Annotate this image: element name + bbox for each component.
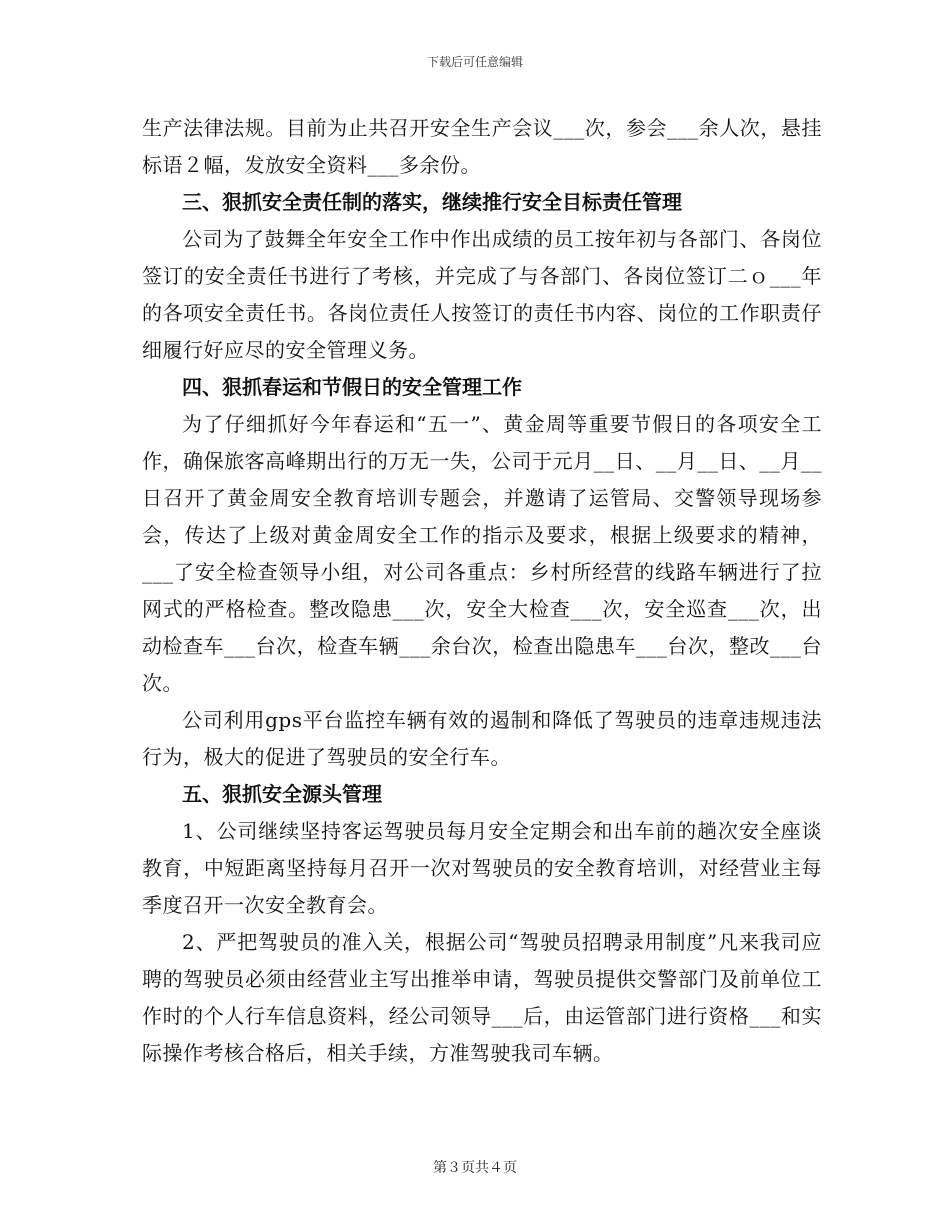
paragraph: 生产法律法规。目前为止共召开安全生产会议___次，参会___余人次，悬挂标语２幅，发放安全资料___多余份。 xyxy=(142,116,822,177)
paragraph: 2、严把驾驶员的准入关，根据公司“驾驶员招聘录用制度”凡来我司应聘的驾驶员必须由经营业主写出推举申请，驾驶员提供交警部门及前单位工作时的个人行车信息资料，经公司领导___后，由运管部门进行资格___和实际操作考核合格后，相关手续，方准驾驶我司车辆。 xyxy=(142,930,822,1065)
section-heading: 三、狠抓安全责任制的落实，继续推行安全目标责任管理 xyxy=(182,190,682,214)
paragraph: 公司为了鼓舞全年安全工作中作出成绩的员工按年初与各部门、各岗位签订的安全责任书进行了考核，并完成了与各部门、各岗位签订二ｏ___年的各项安全责任书。各岗位责任人按签订的责任书内容、岗位的工作职责仔细履行好应尽的安全管理义务。 xyxy=(142,227,822,362)
paragraph: 为了仔细抓好今年春运和“五一”、黄金周等重要节假日的各项安全工作，确保旅客高峰期出行的万无一失，公司于元月__日、__月__日、__月__日召开了黄金周安全教育培训专题会，并邀请了运管局、交警领导现场参会，传达了上级对黄金周安全工作的指示及要求，根据上级要求的精神，___了安全检查领导小组，对公司各重点：乡村所经营的线路车辆进行了拉网式的严格检查。整改隐患___次，安全大检查___次，安全巡查___次，出动检查车___台次，检查车辆___余台次，检查出隐患车___台次，整改___台次。 xyxy=(142,412,822,695)
document-body xyxy=(142,110,822,1072)
section-heading: 五、狠抓安全源头管理 xyxy=(182,782,382,806)
page-footer: 第３页共４页 xyxy=(433,1160,517,1176)
page-header: 下载后可任意编辑 xyxy=(426,55,523,69)
section-heading: 四、狠抓春运和节假日的安全管理工作 xyxy=(182,375,522,399)
paragraph: 公司利用gps平台监控车辆有效的遏制和降低了驾驶员的违章违规违法行为，极大的促进了驾驶员的安全行车。 xyxy=(142,708,822,769)
paragraph: 1、公司继续坚持客运驾驶员每月安全定期会和出车前的趟次安全座谈教育，中短距离坚持每月召开一次对驾驶员的安全教育培训，对经营业主每季度召开一次安全教育会。 xyxy=(142,819,822,917)
